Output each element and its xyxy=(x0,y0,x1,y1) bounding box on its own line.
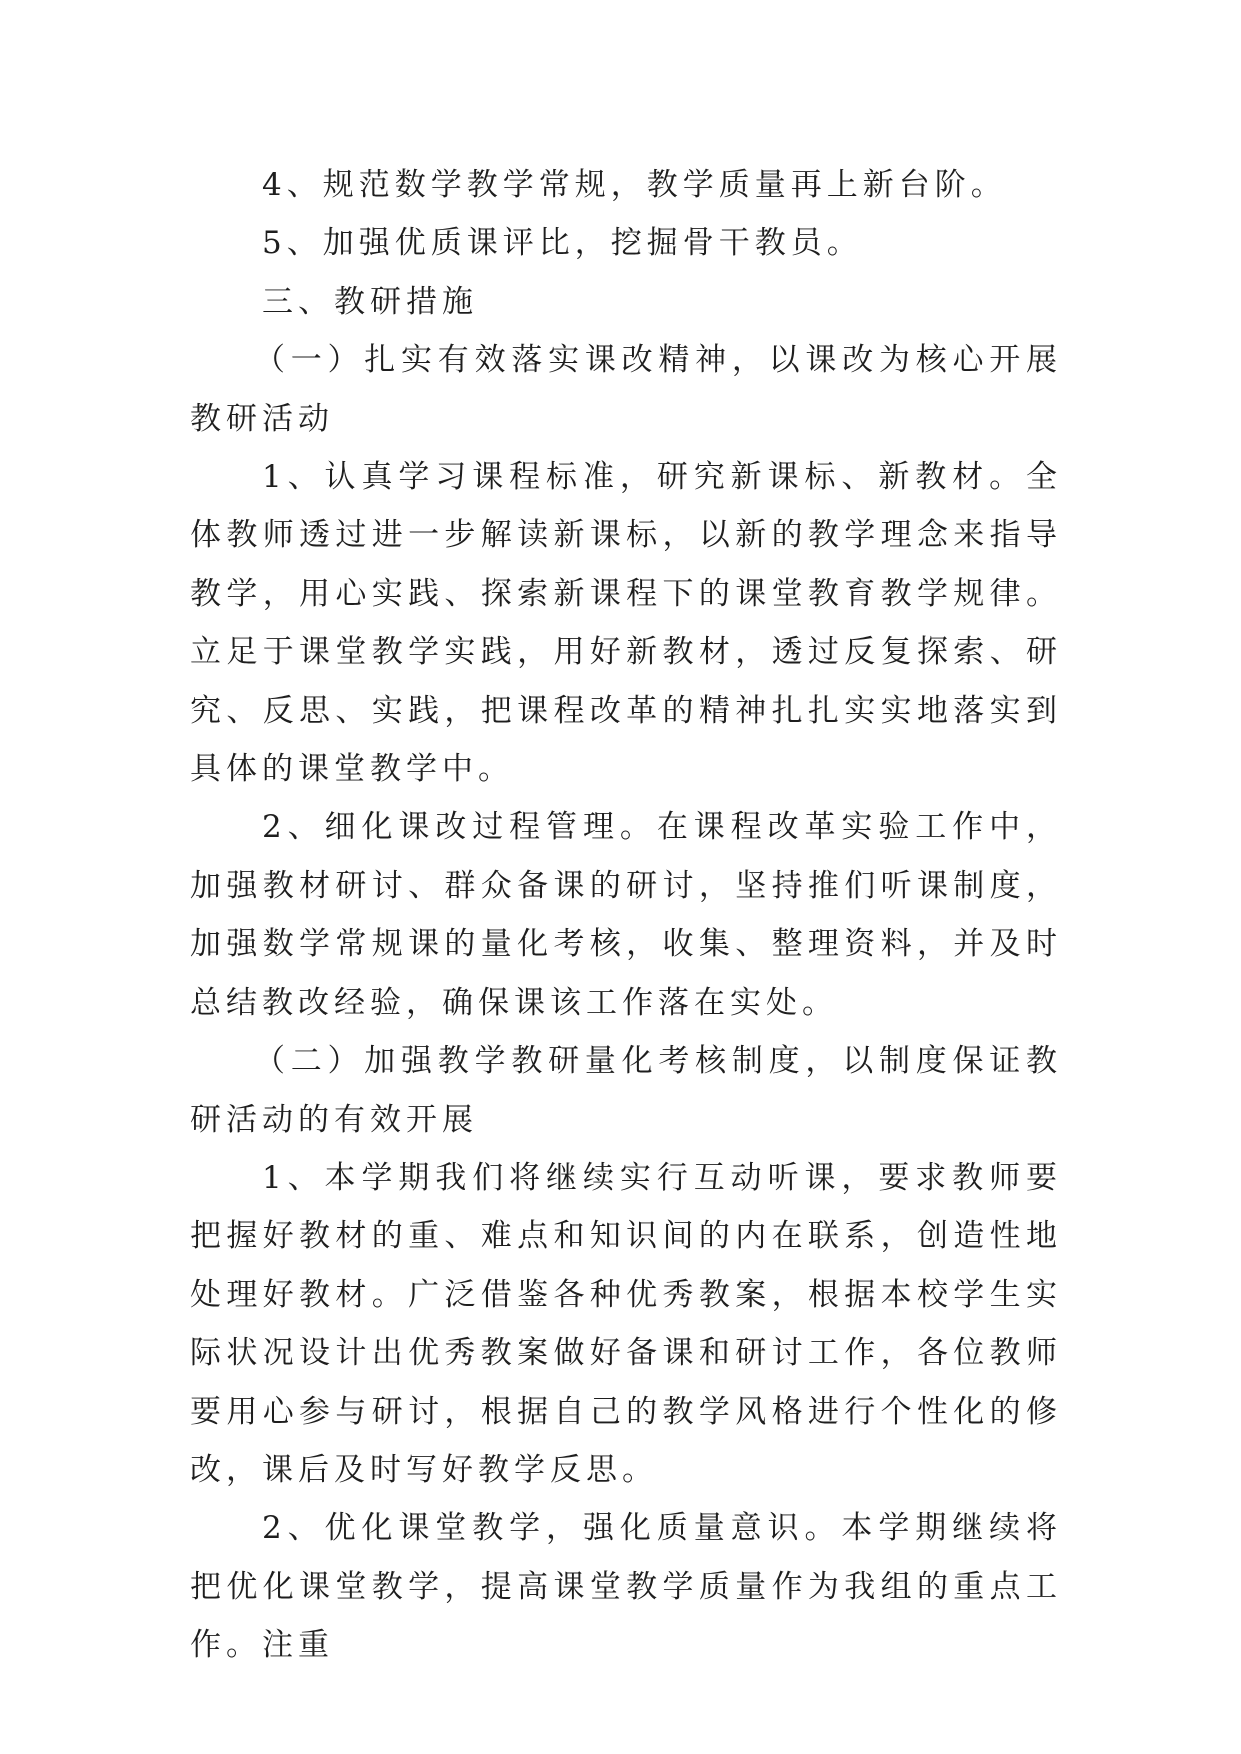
paragraph-measure-2-2: 2、优化课堂教学，强化质量意识。本学期继续将把优化课堂教学，提高课堂教学质量作为我组的重点工作。注重 xyxy=(190,1510,1062,1664)
section-heading-measures: 三、教研措施 xyxy=(262,283,478,320)
paragraph-measure-2-1: 1、本学期我们将继续实行互动听课，要求教师要把握好教材的重、难点和知识间的内在联系，创造性地处理好教材。广泛借鉴各种优秀教案，根据本校学生实际状况设计出优秀教案做好备课和研讨工作，各位教师要用心参与研讨，根据自己的教学风格进行个性化的修改，课后及时写好教学反思。 xyxy=(190,1159,1062,1488)
subsection-heading-1: （一）扎实有效落实课改精神，以课改为核心开展教研活动 xyxy=(190,342,1062,437)
paragraph-measure-1-2: 2、细化课改过程管理。在课程改革实验工作中，加强教材研讨、群众备课的研讨，坚持推们听课制度，加强数学常规课的量化考核，收集、整理资料，并及时总结教改经验，确保课该工作落在实处。 xyxy=(190,809,1062,1021)
paragraph-measure-1-1: 1、认真学习课程标准，研究新课标、新教材。全体教师透过进一步解读新课标，以新的教学理念来指导教学，用心实践、探索新课程下的课堂教育教学规律。立足于课堂教学实践，用好新教材，透过反复探索、研究、反思、实践，把课程改革的精神扎扎实实地落实到具体的课堂教学中。 xyxy=(190,459,1062,788)
paragraph-goal-5: 5、加强优质课评比，挖掘骨干教员。 xyxy=(262,225,863,262)
document-body xyxy=(190,156,1062,1675)
subsection-heading-2: （二）加强教学教研量化考核制度，以制度保证教研活动的有效开展 xyxy=(190,1043,1062,1138)
paragraph-goal-4: 4、规范数学教学常规，教学质量再上新台阶。 xyxy=(262,167,1007,203)
